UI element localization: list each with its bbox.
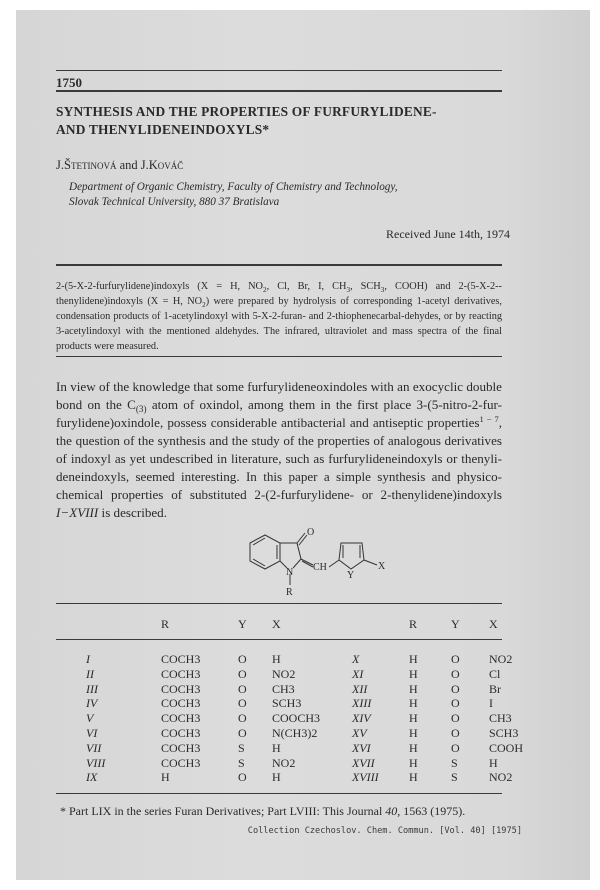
- r-group: H: [409, 770, 418, 785]
- header-cell-x: X: [489, 616, 498, 631]
- x-group: NO2: [489, 770, 513, 785]
- x-group: COOH: [489, 740, 524, 755]
- table-row: [86, 696, 523, 711]
- compound-id: I: [86, 652, 90, 666]
- body-text-2: atom of oxindol, among them in the first place 3-(5-nitro-2-fur-furylidene)oxindole, possess considerable antibacterial and antiseptic properties: [56, 397, 502, 430]
- label-ch: CH: [313, 562, 327, 573]
- compound-id: XI: [352, 666, 364, 681]
- abstract-text-2: , Cl, Br, I, CH: [266, 281, 347, 292]
- compound-id: IV: [86, 696, 98, 711]
- x-group: NO2: [489, 652, 513, 666]
- chemical-structure: [235, 525, 415, 600]
- article-title: [56, 103, 516, 139]
- header-cell-r: R: [161, 616, 170, 631]
- header-cell-y: Y: [451, 616, 460, 631]
- compound-id: XIII: [352, 696, 372, 711]
- compound-id: VII: [86, 740, 102, 755]
- table-row: [86, 726, 523, 741]
- abstract-text-4: , COOH) and 2-(5-X-2--thenylidene)indoxyls (X = H, NO: [56, 281, 502, 307]
- benzene-ring: [250, 535, 280, 569]
- compound-id: VI: [86, 725, 98, 740]
- compound-id: III: [86, 681, 98, 696]
- x-group: H: [272, 770, 281, 785]
- y-atom: S: [238, 755, 245, 770]
- y-atom: O: [238, 770, 247, 785]
- label-n: N: [286, 567, 294, 578]
- y-atom: S: [451, 755, 458, 770]
- header-cell: [352, 604, 409, 644]
- title-line-2: AND THENYLIDENEINDOXYLS*: [56, 122, 270, 137]
- y-atom: O: [451, 696, 460, 711]
- label-y: Y: [347, 570, 355, 581]
- r-group: H: [409, 755, 418, 770]
- r-group: H: [409, 740, 418, 755]
- y-atom: O: [238, 696, 247, 711]
- abstract-rule-bottom: [56, 356, 502, 357]
- abstract-sub: 3: [346, 286, 351, 294]
- author1-initial: J.: [56, 158, 64, 172]
- y-atom: O: [451, 681, 460, 696]
- table-row: [86, 652, 523, 667]
- abstract-text-3: , SCH: [350, 281, 381, 292]
- authors: [56, 158, 183, 173]
- y-atom: O: [238, 666, 247, 681]
- table-row: [86, 682, 523, 697]
- x-group: I: [489, 696, 493, 711]
- r-group: COCH3: [161, 755, 201, 770]
- body-text-4: is described.: [98, 505, 168, 520]
- affiliation: [69, 180, 398, 210]
- body-paragraph: [56, 378, 502, 522]
- journal-footer: Collection Czechoslov. Chem. Commun. [Vol. 40] [1975]: [247, 826, 522, 836]
- affiliation-line-1: Department of Organic Chemistry, Faculty of Chemistry and Technology,: [69, 181, 398, 193]
- y-atom: O: [451, 652, 460, 666]
- header-rule-bottom: [56, 90, 502, 92]
- received-date: Received June 14th, 1974: [386, 227, 510, 241]
- x-group: COOCH3: [272, 711, 321, 726]
- compound-id: XV: [352, 725, 367, 740]
- table-rule-bottom: [56, 793, 502, 794]
- abstract-sub: 2: [263, 286, 267, 294]
- x-group: H: [272, 740, 281, 755]
- r-group: H: [409, 652, 418, 666]
- x-group: SCH3: [489, 725, 519, 740]
- compound-id: XIV: [352, 711, 371, 726]
- table-row: [86, 667, 523, 682]
- affiliation-line-2: Slovak Technical University, 880 37 Bratislava: [69, 196, 280, 208]
- r-group: COCH3: [161, 711, 201, 726]
- x-group: H: [489, 755, 498, 770]
- footnote-text-end: , 1563 (1975).: [397, 804, 466, 818]
- r-group: COCH3: [161, 666, 201, 681]
- header-cell-y: Y: [238, 616, 247, 631]
- table-row: [86, 741, 523, 756]
- label-x: X: [378, 561, 386, 572]
- x-group: Br: [489, 681, 501, 696]
- body-text-3: , the question of the synthesis and the study of the properties of analogous derivatives of indoxyl as yet undescribed in literature, such as furfurylideneindoxyls or thenyli-deneindoxyls, seemed interesting. In this paper a simple synthesis and physico-chemical properties of substituted 2-(2-furfurylidene- or 2-thenylidene)indoxyls: [56, 415, 502, 502]
- compound-id: XVII: [352, 755, 375, 770]
- header-cell-x: X: [272, 616, 281, 631]
- x-group: NO2: [272, 755, 296, 770]
- y-atom: O: [238, 652, 247, 666]
- author1-name: Štetinová: [64, 158, 117, 172]
- author-and: and: [116, 158, 141, 172]
- r-group: COCH3: [161, 681, 201, 696]
- label-o: O: [307, 527, 315, 538]
- y-atom: O: [451, 725, 460, 740]
- abstract-text-5: ) were prepared by hydrolysis of corresponding 1-acetyl derivatives, condensation products of 1-acetylindoxyl with 5-X-2-furan- and 2-thiophenecarbal-dehydes, or by reacting 3-acetylindoxyl with the mentioned aldehydes. The infrared, ultraviolet and mass spectra of the final products were measured.: [56, 296, 502, 352]
- label-r: R: [286, 587, 293, 598]
- r-group: COCH3: [161, 740, 201, 755]
- y-atom: O: [451, 666, 460, 681]
- y-atom: O: [238, 711, 247, 726]
- abstract-sub: 2: [202, 301, 206, 309]
- x-group: Cl: [489, 666, 501, 681]
- compound-id: XVI: [352, 740, 371, 755]
- citation-ref[interactable]: 1 − 7: [479, 414, 499, 424]
- y-atom: O: [238, 725, 247, 740]
- title-line-1: SYNTHESIS AND THE PROPERTIES OF FURFURYLIDENE-: [56, 104, 437, 119]
- r-group: COCH3: [161, 725, 201, 740]
- x-group: SCH3: [272, 696, 302, 711]
- compound-id: VIII: [86, 755, 106, 770]
- x-group: N(CH3)2: [272, 725, 318, 740]
- r-group: H: [409, 681, 418, 696]
- compound-id: X: [352, 652, 360, 666]
- r-group: H: [161, 770, 170, 785]
- table-row: [86, 756, 523, 771]
- x-group: H: [272, 652, 281, 666]
- abstract: [56, 279, 502, 354]
- x-group: NO2: [272, 666, 296, 681]
- header-cell-r: R: [409, 616, 418, 631]
- compound-id: IX: [86, 770, 98, 785]
- y-atom: S: [451, 770, 458, 785]
- author2-name: Kováč: [148, 158, 184, 172]
- r-group: H: [409, 666, 418, 681]
- compound-id: V: [86, 711, 94, 726]
- abstract-text-1: 2-(5-X-2-furfurylidene)indoxyls (X = H, NO: [56, 281, 263, 292]
- author2-initial: J.: [140, 158, 149, 172]
- compound-id: XVIII: [352, 770, 379, 785]
- page-number: 1750: [56, 75, 82, 90]
- compound-id: XII: [352, 681, 368, 696]
- x-group: CH3: [489, 711, 512, 726]
- body-text-1: In view of the knowledge that some furfurylideneoxindoles with an exocyclic double bond on the C: [56, 379, 502, 412]
- benzene-double-bond: [253, 538, 265, 545]
- r-group: H: [409, 725, 418, 740]
- footnote-volume: 40: [385, 804, 398, 818]
- r-group: COCH3: [161, 652, 201, 666]
- structure-bonds: [250, 533, 377, 585]
- y-atom: O: [451, 740, 460, 755]
- r-group: H: [409, 696, 418, 711]
- footnote: [60, 804, 465, 819]
- y-atom: O: [238, 681, 247, 696]
- y-atom: S: [238, 740, 245, 755]
- table-row: [86, 770, 523, 785]
- r-group: COCH3: [161, 696, 201, 711]
- header-cell: [86, 604, 161, 644]
- x-group: CH3: [272, 681, 295, 696]
- table-header-row: [86, 604, 523, 644]
- compound-id: II: [86, 666, 94, 681]
- compound-range: I−XVIII: [56, 505, 99, 520]
- body-subscript: (3): [135, 404, 147, 414]
- abstract-sub: 3: [380, 286, 385, 294]
- footnote-text: * Part LIX in the series Furan Derivatives; Part LVIII: This Journal: [60, 804, 386, 818]
- header-rule-top: [56, 70, 502, 71]
- r-group: H: [409, 711, 418, 726]
- table-row: [86, 711, 523, 726]
- abstract-rule-top: [56, 264, 502, 266]
- compound-table: [86, 604, 523, 785]
- y-atom: O: [451, 711, 460, 726]
